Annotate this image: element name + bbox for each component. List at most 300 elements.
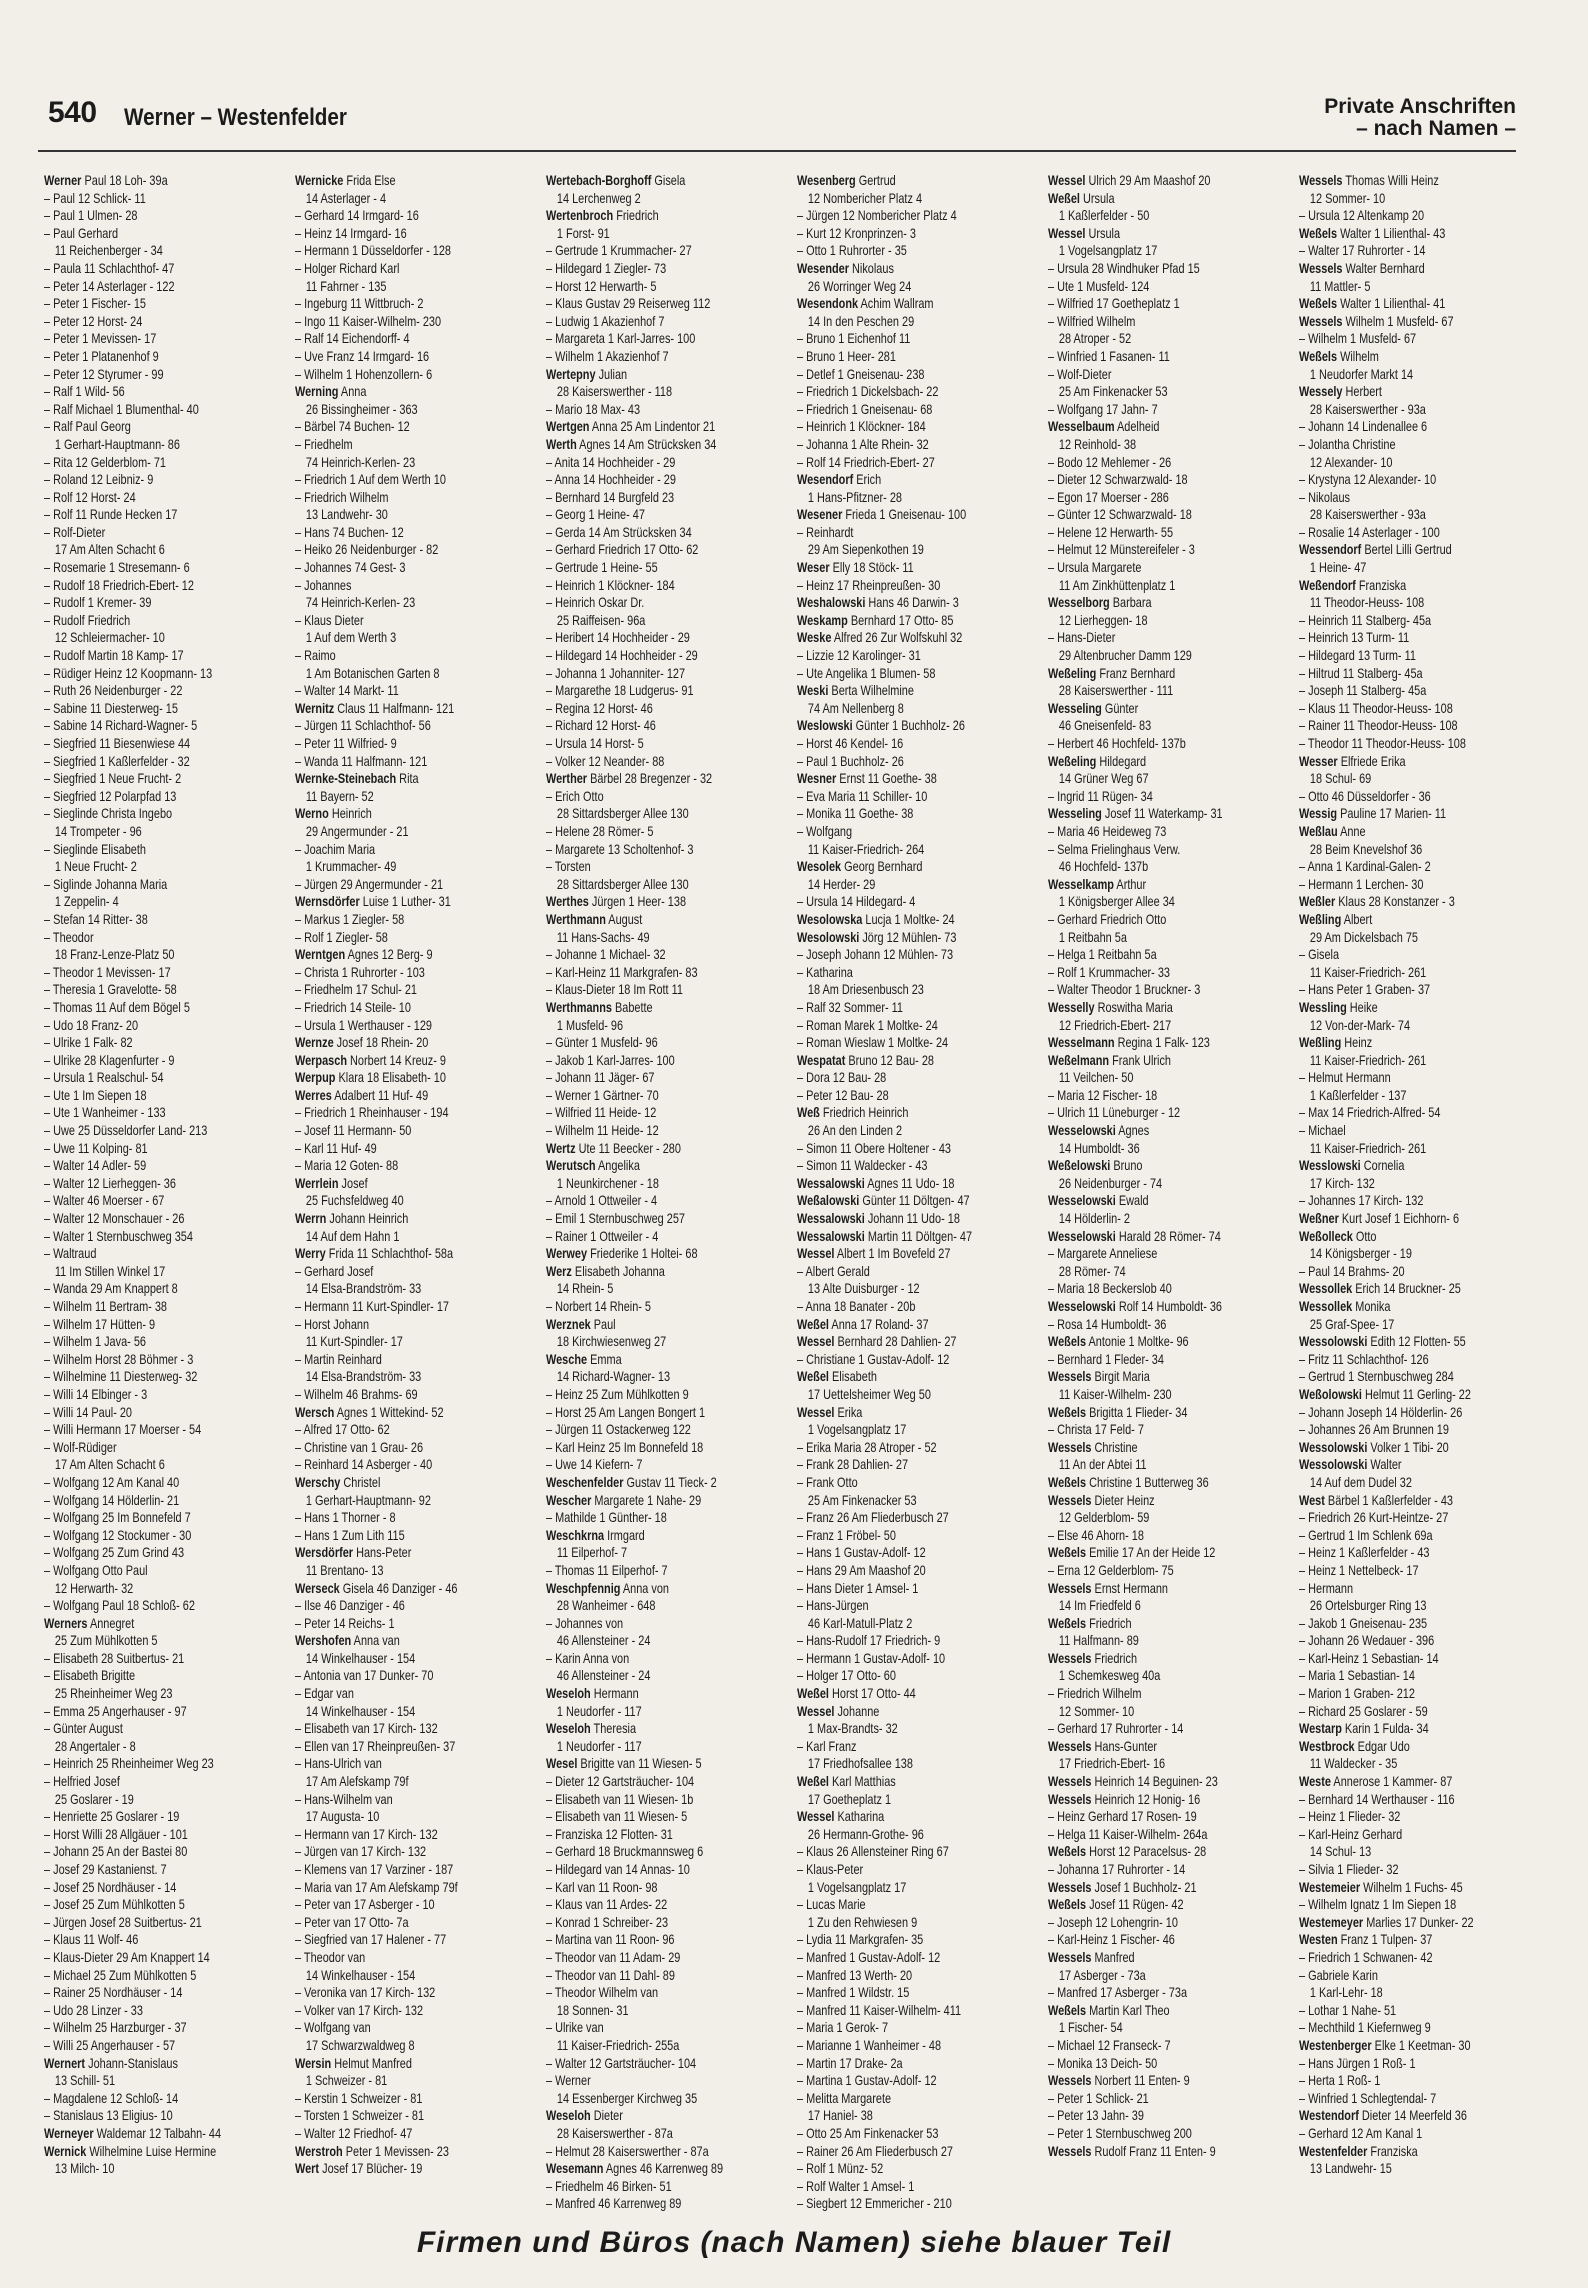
entry-surname: Weske [797, 629, 832, 646]
entry-text: – Theresia 1 Gravelotte- 58 [44, 981, 177, 998]
entry-surname: Weschkrna [546, 1526, 605, 1543]
directory-entry [797, 1755, 1053, 1773]
directory-columns [44, 172, 1544, 2212]
entry-text: 1 Schweizer - 81 [305, 2072, 388, 2089]
directory-entry [546, 1069, 791, 1087]
entry-text: Josef 11 Waterkamp- 31 [1104, 805, 1223, 822]
directory-entry [797, 1720, 1053, 1738]
entry-text: 11 Veilchen- 50 [1058, 1069, 1134, 1086]
entry-text: – Werner [546, 2072, 591, 2089]
entry-surname: Wessolowski [1299, 1456, 1368, 1473]
directory-entry [546, 1421, 791, 1439]
directory-entry [295, 1456, 540, 1474]
entry-surname: Werschy [295, 1473, 341, 1490]
entry-text: – Maria 46 Heideweg 73 [1048, 822, 1167, 839]
entry-text: Otto [1355, 1227, 1377, 1244]
entry-text: – Horst 12 Herwarth- 5 [546, 277, 657, 294]
entry-text: – Dieter 12 Schwarzwald- 18 [1048, 471, 1188, 488]
entry-text: – Manfred 17 Asberger - 73a [1048, 1984, 1188, 2001]
directory-entry [44, 1280, 289, 1298]
directory-entry [1299, 717, 1544, 735]
directory-entry [797, 1544, 1042, 1562]
entry-surname: Weslowski [797, 717, 853, 734]
directory-entry [797, 383, 1042, 401]
directory-entry [44, 2055, 289, 2073]
directory-entry [1299, 366, 1555, 384]
directory-entry [295, 1791, 540, 1809]
entry-text: – Wilhelm 25 Harzburger - 37 [44, 2019, 187, 2036]
directory-entry [546, 471, 791, 489]
entry-text: – Helga 1 Reitbahn 5a [1048, 946, 1157, 963]
entry-text: – Paul Gerhard [44, 224, 119, 241]
directory-entry [44, 1492, 289, 1510]
directory-entry [546, 295, 791, 313]
entry-text: Elke 1 Keetman- 30 [1374, 2036, 1471, 2053]
directory-entry [546, 242, 791, 260]
directory-entry [44, 190, 289, 208]
entry-text: – Wilhelm Ignatz 1 Im Siepen 18 [1299, 1896, 1457, 1913]
entry-text: Walter 1 Lilienthal- 43 [1340, 224, 1446, 241]
directory-entry [1048, 647, 1304, 665]
directory-entry [797, 1421, 1053, 1439]
entry-text: – Johann Joseph 14 Hölderlin- 26 [1299, 1403, 1463, 1420]
entry-text: Adelheid [1117, 418, 1160, 435]
directory-entry [1299, 1843, 1555, 1861]
directory-entry [295, 2160, 540, 2178]
entry-text: – Rolf-Dieter [44, 523, 106, 540]
directory-entry [1299, 330, 1544, 348]
entry-surname: Werneyer [44, 2124, 94, 2141]
entry-text: – Siegfried 12 Polarpfad 13 [44, 787, 177, 804]
directory-entry [295, 1333, 551, 1351]
directory-entry [1048, 1720, 1293, 1738]
directory-entry [295, 190, 551, 208]
entry-surname: Wessling [1299, 998, 1347, 1015]
entry-surname: Wesslowski [1299, 1157, 1361, 1174]
entry-surname: Wessels [1299, 312, 1343, 329]
directory-entry [1299, 929, 1555, 947]
entry-text: Nikolaus [852, 259, 894, 276]
directory-entry [797, 1333, 1042, 1351]
directory-entry [1299, 1316, 1555, 1334]
directory-entry [1048, 278, 1293, 296]
entry-surname: Weßolleck [1299, 1227, 1353, 1244]
directory-entry [546, 876, 802, 894]
directory-entry [1048, 2072, 1293, 2090]
entry-text: Anna von [622, 1579, 670, 1596]
directory-entry [44, 893, 300, 911]
entry-text: – Dora 12 Bau- 28 [797, 1069, 887, 1086]
directory-entry [1048, 1632, 1304, 1650]
entry-text: – Bodo 12 Mehlemer - 26 [1048, 453, 1172, 470]
entry-text: Roswitha Maria [1097, 998, 1173, 1015]
entry-text: – Christine van 1 Grau- 26 [295, 1438, 424, 1455]
directory-entry [797, 1615, 1053, 1633]
directory-entry [44, 1034, 289, 1052]
directory-entry [797, 1192, 1042, 1210]
entry-text: 1 Auf dem Werth 3 [305, 629, 397, 646]
directory-entry [295, 2002, 540, 2020]
entry-text: – Bernhard 1 Fleder- 34 [1048, 1350, 1164, 1367]
entry-text: – Christiane 1 Gustav-Adolf- 12 [797, 1350, 950, 1367]
entry-text: Erika [837, 1403, 863, 1420]
directory-entry [1048, 1650, 1293, 1668]
entry-text: – Ursula 12 Altenkamp 20 [1299, 207, 1425, 224]
directory-entry [546, 981, 791, 999]
entry-text: Heinrich 14 Beguinen- 23 [1094, 1773, 1218, 1790]
entry-text: – Maria 12 Fischer- 18 [1048, 1086, 1158, 1103]
directory-entry [546, 2037, 802, 2055]
directory-entry [44, 841, 289, 859]
directory-entry [546, 1949, 791, 1967]
entry-surname: Weßel [797, 1685, 829, 1702]
entry-text: 29 Am Dickelsbach 75 [1309, 928, 1418, 945]
entry-text: – Bernhard 14 Burgfeld 23 [546, 488, 675, 505]
entry-text: – Georg 1 Heine- 47 [546, 506, 645, 523]
entry-text: – Paul 12 Schlick- 11 [44, 189, 146, 206]
entry-surname: Wesendorf [797, 471, 854, 488]
entry-text: – Rudolf Friedrich [44, 611, 131, 628]
directory-entry [1299, 1984, 1555, 2002]
entry-text: – Johann 14 Lindenallee 6 [1299, 418, 1428, 435]
directory-entry [1048, 700, 1293, 718]
entry-text: – Rudolf 18 Friedrich-Ebert- 12 [44, 576, 194, 593]
entry-text: – Ursula 1 Realschul- 54 [44, 1069, 164, 1086]
directory-entry [1299, 489, 1544, 507]
entry-text: 11 Brentano- 13 [305, 1561, 384, 1578]
entry-text: – Siegfried van 17 Halener - 77 [295, 1931, 447, 1948]
directory-entry [1048, 1843, 1293, 1861]
entry-text: 28 Beim Knevelshof 36 [1309, 840, 1423, 857]
directory-entry [1048, 612, 1304, 630]
entry-text: – Kurt 12 Kronprinzen- 3 [797, 224, 916, 241]
entry-text: Rita [399, 770, 419, 787]
directory-entry [295, 471, 540, 489]
entry-text: Arthur [1116, 875, 1147, 892]
entry-text: Birgit Maria [1094, 1368, 1150, 1385]
entry-surname: Wesolowska [797, 910, 863, 927]
directory-entry [1048, 330, 1304, 348]
entry-text: Klaus 28 Konstanzer - 3 [1338, 893, 1455, 910]
entry-text: – Rolf Walter 1 Amsel- 1 [797, 2177, 915, 2194]
directory-entry [44, 418, 289, 436]
entry-surname: Wersin [295, 2054, 332, 2071]
directory-entry [1048, 717, 1304, 735]
entry-text: – Karl-Heinz 1 Fischer- 46 [1048, 1931, 1175, 1948]
directory-entry [1299, 1245, 1555, 1263]
entry-text: – Rüdiger Heinz 12 Koopmann- 13 [44, 664, 213, 681]
entry-surname: Werth [546, 435, 577, 452]
directory-entry [1048, 1544, 1293, 1562]
entry-text: Emilie 17 An der Heide 12 [1089, 1544, 1216, 1561]
entry-text: Franziska [1358, 576, 1407, 593]
directory-entry [295, 1316, 540, 1334]
directory-entry [797, 629, 1042, 647]
directory-entry [546, 1703, 802, 1721]
entry-surname: Wessel [797, 1702, 835, 1719]
entry-text: – Arnold 1 Ottweiler - 4 [546, 1192, 658, 1209]
entry-text: – Günter August [44, 1720, 123, 1737]
directory-entry [546, 383, 802, 401]
entry-text: – Horst Johann [295, 1315, 370, 1332]
directory-entry [546, 788, 791, 806]
entry-text: – Otto 46 Düsseldorfer - 36 [1299, 787, 1431, 804]
entry-surname: Weseloh [546, 1720, 591, 1737]
entry-text: 17 Schwarzwaldweg 8 [305, 2036, 415, 2053]
directory-entry [546, 1967, 791, 1985]
directory-entry [44, 1456, 300, 1474]
entry-text: – Lizzie 12 Karolinger- 31 [797, 647, 921, 664]
entry-text: – Horst 25 Am Langen Bongert 1 [546, 1403, 706, 1420]
entry-text: – Walter 12 Monschauer - 26 [44, 1210, 185, 1227]
entry-text: – Theodor van 11 Adam- 29 [546, 1948, 681, 1965]
directory-entry [1048, 1791, 1293, 1809]
entry-text: – Ludwig 1 Akazienhof 7 [546, 312, 665, 329]
entry-surname: Wessel [797, 1333, 835, 1350]
directory-entry [546, 1175, 802, 1193]
entry-text: Helmut Manfred [334, 2054, 412, 2071]
entry-text: – Dieter 12 Gartsträucher- 104 [546, 1773, 695, 1790]
entry-surname: Wessels [1048, 1368, 1092, 1385]
entry-text: – Antonia van 17 Dunker- 70 [295, 1667, 434, 1684]
directory-entry [295, 2143, 540, 2161]
entry-text: – Manfred 13 Werth- 20 [797, 1966, 913, 1983]
directory-entry [797, 1228, 1042, 1246]
directory-entry [295, 1632, 540, 1650]
entry-surname: Weschpfennig [546, 1579, 621, 1596]
entry-surname: Wernicke [295, 172, 344, 188]
directory-entry [1299, 629, 1544, 647]
directory-entry [44, 700, 289, 718]
directory-entry [44, 1052, 289, 1070]
entry-text: – Heinrich 11 Stalberg- 45a [1299, 611, 1432, 628]
entry-surname: Werznek [546, 1315, 591, 1332]
directory-entry [797, 2090, 1042, 2108]
directory-entry [546, 1474, 791, 1492]
entry-text: 12 Sommer- 10 [1058, 1702, 1135, 1719]
entry-text: – Katharina [797, 963, 853, 980]
directory-entry [1048, 383, 1304, 401]
entry-text: – Werner 1 Gärtner- 70 [546, 1086, 659, 1103]
directory-entry [546, 418, 791, 436]
directory-entry [44, 1263, 300, 1281]
directory-entry [295, 1104, 540, 1122]
directory-entry [295, 1738, 540, 1756]
entry-text: Paul 18 Loh- 39a [84, 172, 168, 188]
entry-text: – Klaus-Peter [797, 1861, 864, 1877]
entry-text: 11 Im Stillen Winkel 17 [54, 1262, 166, 1279]
directory-entry [1048, 541, 1293, 559]
directory-entry [1048, 946, 1293, 964]
entry-surname: Werthmanns [546, 998, 612, 1015]
entry-text: 18 Franz-Lenze-Platz 50 [54, 946, 175, 963]
entry-text: – Emma 25 Angerhauser - 97 [44, 1702, 187, 1719]
entry-text: – Reinhardt [797, 523, 854, 540]
entry-text: – Sieglinde Christa Ingebo [44, 805, 173, 822]
entry-text: – Helfried Josef [44, 1773, 120, 1790]
directory-entry [295, 1773, 551, 1791]
directory-entry [1048, 1597, 1304, 1615]
entry-text: – Heinrich 1 Klöckner- 184 [797, 418, 926, 435]
directory-entry [1048, 1931, 1293, 1949]
entry-text: Claus 11 Halfmann- 121 [337, 699, 455, 716]
directory-entry [1299, 841, 1555, 859]
directory-entry [44, 1192, 289, 1210]
entry-text: Helmut 11 Gerling- 22 [1364, 1385, 1471, 1402]
directory-entry [1299, 823, 1544, 841]
directory-entry [797, 2178, 1042, 2196]
entry-text: – Helene 12 Herwarth- 55 [1048, 523, 1174, 540]
entry-text: 13 Schill- 51 [54, 2072, 116, 2089]
directory-entry [1048, 1439, 1293, 1457]
entry-surname: Wersdörfer [295, 1544, 354, 1561]
entry-text: – Manfred 11 Kaiser-Wilhelm- 411 [797, 2001, 962, 2018]
directory-entry [797, 700, 1053, 718]
directory-entry [44, 788, 289, 806]
directory-entry [1048, 682, 1304, 700]
entry-text: – Egon 17 Moerser - 286 [1048, 488, 1169, 505]
entry-text: 11 Kaiser-Friedrich- 264 [807, 840, 925, 857]
directory-entry [797, 1597, 1042, 1615]
entry-text: 46 Allensteiner - 24 [556, 1632, 651, 1649]
entry-text: – Wolfgang 14 Hölderlin- 21 [44, 1491, 180, 1508]
directory-entry [44, 541, 300, 559]
directory-entry [546, 647, 791, 665]
directory-entry [546, 1263, 791, 1281]
entry-surname: Weßner [1299, 1210, 1339, 1227]
entry-text: Anna [340, 383, 367, 400]
directory-entry [546, 823, 791, 841]
directory-entry [1299, 2107, 1544, 2125]
entry-text: Thomas Willi Heinz [1345, 172, 1439, 188]
directory-entry [1048, 471, 1293, 489]
directory-entry [44, 717, 289, 735]
directory-entry [1299, 594, 1555, 612]
directory-entry [1299, 612, 1544, 630]
entry-text: – Martina 1 Gustav-Adolf- 12 [797, 2072, 937, 2089]
entry-text: 26 An den Linden 2 [807, 1122, 903, 1139]
entry-text: Agnes 14 Am Strücksken 34 [579, 435, 717, 452]
directory-entry [295, 1949, 540, 1967]
entry-text: 17 Asberger - 73a [1058, 1966, 1146, 1983]
entry-surname: Wernert [44, 2054, 86, 2071]
directory-entry [44, 2143, 289, 2161]
entry-text: – Joseph Johann 12 Mühlen- 73 [797, 946, 954, 963]
directory-entry [295, 647, 540, 665]
entry-text: 1 Zu den Rehwiesen 9 [807, 1913, 918, 1930]
entry-text: – Gisela [1299, 946, 1340, 963]
directory-entry [295, 1474, 540, 1492]
directory-entry [1299, 190, 1555, 208]
directory-entry [295, 1245, 540, 1263]
directory-entry [44, 1667, 289, 1685]
directory-entry [546, 172, 791, 190]
entry-text: – Ingeburg 11 Wittbruch- 2 [295, 295, 424, 312]
directory-entry [1299, 1949, 1544, 1967]
directory-entry [1048, 629, 1293, 647]
entry-text: 17 Friedhofsallee 138 [807, 1755, 913, 1772]
directory-entry [1299, 911, 1544, 929]
entry-text: – Helmut 28 Kaiserswerther - 87a [546, 2142, 709, 2159]
directory-entry [797, 770, 1042, 788]
entry-text: – Thomas 11 Eilperhof- 7 [546, 1561, 668, 1578]
entry-surname: Wessalowski [797, 1210, 865, 1227]
entry-text: – Hildegard van 14 Annas- 10 [546, 1861, 690, 1877]
entry-text: – Peter van 17 Asberger - 10 [295, 1896, 435, 1913]
directory-entry [295, 295, 540, 313]
entry-surname: Wessalowski [797, 1227, 865, 1244]
entry-text: – Karl Franz [797, 1737, 857, 1754]
entry-text: 18 Kirchwiesenweg 27 [556, 1333, 667, 1350]
entry-text: Agnes 1 Wittekind- 52 [336, 1403, 444, 1420]
directory-entry [295, 1157, 540, 1175]
entry-text: – Friedrich 1 Dickelsbach- 22 [797, 383, 939, 400]
entry-text: – Ralf 32 Sommer- 11 [797, 998, 904, 1015]
entry-text: 17 Kirch- 132 [1309, 1174, 1375, 1191]
directory-entry [44, 1157, 289, 1175]
directory-entry [1048, 1984, 1293, 2002]
directory-entry [546, 524, 791, 542]
entry-text: 11 An der Abtei 11 [1058, 1456, 1147, 1473]
entry-text: – Silvia 1 Flieder- 32 [1299, 1861, 1399, 1877]
entry-text: 17 Haniel- 38 [807, 2107, 873, 2124]
entry-surname: Werning [295, 383, 339, 400]
entry-text: – Peter 11 Wilfried- 9 [295, 735, 397, 751]
directory-entry [44, 1439, 289, 1457]
entry-text: – Klaus-Dieter 18 Im Rott 11 [546, 981, 683, 998]
entry-text: – Johannes [295, 576, 352, 593]
entry-text: 17 Friedrich-Ebert- 16 [1058, 1755, 1166, 1772]
directory-entry [797, 1492, 1053, 1510]
entry-text: – Peter 14 Asterlager - 122 [44, 277, 175, 294]
directory-entry [546, 717, 791, 735]
directory-entry [1048, 1404, 1293, 1422]
directory-entry [1299, 1474, 1555, 1492]
directory-entry [546, 1298, 791, 1316]
entry-surname: Wessely [1299, 383, 1343, 400]
directory-entry [1048, 489, 1293, 507]
entry-text: 11 Kaiser-Wilhelm- 230 [1058, 1385, 1172, 1402]
entry-text: – Hans 1 Gustav-Adolf- 12 [797, 1544, 926, 1561]
entry-text: – Franziska 12 Flotten- 31 [546, 1825, 673, 1842]
entry-text: Agnes [1118, 1122, 1150, 1139]
directory-entry [1299, 1703, 1544, 1721]
entry-surname: Wesseling [1048, 805, 1102, 822]
entry-text: – Detlef 1 Gneisenau- 238 [797, 365, 925, 382]
entry-text: 11 Hans-Sachs- 49 [556, 928, 650, 945]
entry-text: – Wolfgang [797, 822, 853, 839]
directory-entry [1299, 1087, 1555, 1105]
directory-entry [1299, 383, 1544, 401]
entry-text: – Wolf-Dieter [1048, 365, 1112, 382]
directory-entry [295, 929, 540, 947]
directory-entry [44, 1896, 289, 1914]
entry-surname: Wessels [1299, 259, 1343, 276]
entry-text: – Hans-Jürgen [797, 1597, 869, 1614]
entry-text: – Johann 26 Wedauer - 396 [1299, 1632, 1435, 1649]
directory-entry [546, 1667, 802, 1685]
entry-text: – Melitta Margarete [797, 2089, 892, 2106]
entry-text: – Franz 1 Fröbel- 50 [797, 1526, 896, 1543]
entry-text: 12 Alexander- 10 [1309, 453, 1393, 470]
entry-surname: Weßels [1048, 2001, 1087, 2018]
section-title-line1: Private Anschriften [1324, 95, 1516, 118]
directory-entry [1299, 858, 1544, 876]
entry-surname: Wertz [546, 1139, 576, 1156]
directory-entry [546, 682, 791, 700]
directory-entry [1048, 348, 1293, 366]
directory-entry [797, 1808, 1042, 1826]
